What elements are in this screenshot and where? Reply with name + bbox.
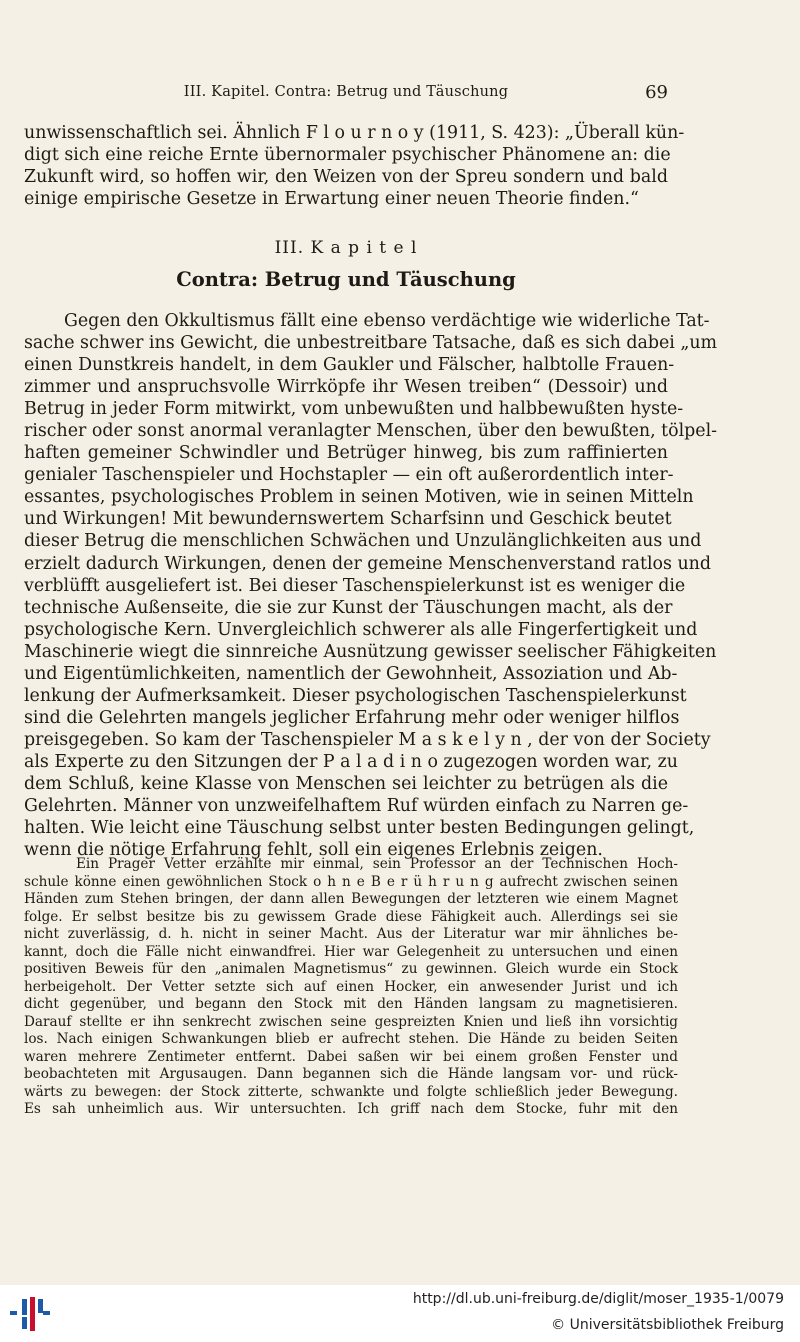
chapter-title: Contra: Betrug und Täuschung bbox=[176, 268, 516, 291]
text-line: erzielt dadurch Wirkungen, denen der gemeine Menschenverstand ratlos und bbox=[24, 553, 711, 574]
logo-bar-mid bbox=[30, 1297, 35, 1331]
small-text-line: folge. Er selbst besitze bis zu gewissem Grade diese Fähigkeit auch. Allerdings sei sie bbox=[24, 908, 678, 925]
text-line: sache schwer ins Gewicht, die unbestreitbare Tatsache, daß es sich dabei „um bbox=[24, 333, 718, 354]
logo-bar-left bbox=[10, 1311, 17, 1315]
text-line: essantes, psychologisches Problem in seinen Motiven, wie in seinen Mitteln bbox=[24, 487, 694, 508]
small-text-line: schule könne einen gewöhnlichen Stock o h n e B e r ü h r u n g aufrecht zwischen seinen bbox=[24, 873, 678, 890]
small-text-line: kannt, doch die Fälle nicht einwandfrei. Hier war Gelegenheit zu untersuchen und einen bbox=[24, 943, 678, 960]
text-line: zimmer und anspruchsvolle Wirrköpfe ihr Wesen treiben“ (Dessoir) und bbox=[24, 377, 668, 398]
text-line: unwissenschaftlich sei. Ähnlich F l o u r n o y (1911, S. 423): „Überall kün- bbox=[24, 123, 685, 143]
small-text-line: nicht zuverlässig, d. h. nicht in seiner Macht. Aus der Literatur war mir ähnliches be- bbox=[24, 926, 678, 942]
logo-bar-right-top bbox=[38, 1299, 43, 1313]
text-line: Betrug in jeder Form mitwirkt, vom unbewußten und halbbewußten hyste- bbox=[24, 399, 684, 420]
logo-bar-low bbox=[22, 1317, 27, 1329]
text-line: als Experte zu den Sitzungen der P a l a d i n o zugezogen worden war, zu bbox=[24, 751, 678, 772]
text-line: sind die Gelehrten mangels jeglicher Erfahrung mehr oder weniger hilflos bbox=[24, 707, 680, 728]
text-line: halten. Wie leicht eine Täuschung selbst unter besten Bedingungen gelingt, bbox=[24, 818, 695, 839]
text-line: lenkung der Aufmerksamkeit. Dieser psychologischen Taschenspielerkunst bbox=[24, 685, 687, 706]
text-line: wenn die nötige Erfahrung fehlt, soll ein eigenes Erlebnis zeigen. bbox=[24, 840, 603, 861]
text-line: dieser Betrug die menschlichen Schwächen und Unzulänglichkeiten aus und bbox=[24, 531, 702, 552]
document-link[interactable]: http://dl.ub.uni-freiburg.de/diglit/moser_1935-1/0079 bbox=[412, 1291, 784, 1307]
text-line: psychologische Kern. Unvergleichlich schwerer als alle Fingerfertigkeit und bbox=[24, 619, 698, 640]
chapter-number: III. K a p i t e l bbox=[274, 238, 418, 258]
small-text-line: los. Nach einigen Schwankungen blieb er aufrecht stehen. Die Hände zu beiden Seiten bbox=[24, 1031, 678, 1047]
small-text-line: herbeigeholt. Der Vetter setzte sich auf einen Hocker, ein anwesender Jurist und ich bbox=[24, 978, 678, 995]
text-line: digt sich eine reiche Ernte übernormaler psychischer Phänomene an: die bbox=[24, 145, 671, 166]
text-line: haften gemeiner Schwindler und Betrüger hinweg, bis zum raffinierten bbox=[24, 443, 668, 464]
text-line: und Wirkungen! Mit bewundernswertem Scharfsinn und Geschick beutet bbox=[24, 509, 672, 530]
text-line: einen Dunstkreis handelt, in dem Gaukler und Fälscher, halbtolle Frauen- bbox=[24, 355, 675, 376]
text-line: technische Außenseite, die sie zur Kunst der Täuschungen macht, als der bbox=[24, 597, 673, 618]
text-line: Gelehrten. Männer von unzweifelhaftem Ruf würden einfach zu Narren ge- bbox=[24, 796, 689, 817]
small-text-line: wärts zu bewegen: der Stock zitterte, schwankte und folgte schließlich jeder Bewegung. bbox=[24, 1083, 678, 1100]
small-text-line: Ein Prager Vetter erzählte mir einmal, sein Professor an der Technischen Hoch- bbox=[76, 856, 678, 872]
text-line: verblüfft ausgeliefert ist. Bei dieser Taschenspielerkunst ist es weniger die bbox=[24, 575, 686, 596]
library-footer bbox=[0, 1285, 800, 1342]
text-line: Gegen den Okkultismus fällt eine ebenso verdächtige wie widerliche Tat- bbox=[64, 311, 710, 331]
small-text-line: beobachteten mit Argusaugen. Dann begannen sich die Hände langsam vor- und rück- bbox=[24, 1066, 678, 1082]
small-text-line: Es sah unheimlich aus. Wir untersuchten. Ich griff nach dem Stocke, fuhr mit den bbox=[24, 1101, 678, 1117]
small-text-line: Darauf stellte er ihn senkrecht zwischen seine gespreizten Knien und ließ ihn vorsichtig bbox=[24, 1013, 678, 1030]
anecdote-paragraph bbox=[24, 856, 678, 1119]
text-line: und Eigentümlichkeiten, namentlich der Gewohnheit, Assoziation und Ab- bbox=[24, 663, 678, 684]
small-text-line: dicht gegenüber, und begann den Stock mit den Händen langsam zu magnetisieren. bbox=[24, 996, 678, 1012]
logo-bar-right bbox=[43, 1311, 50, 1315]
text-line: genialer Taschenspieler und Hochstapler — ein oft außerordentlich inter- bbox=[24, 465, 674, 486]
text-line: preisgegeben. So kam der Taschenspieler M a s k e l y n , der von der Society bbox=[24, 729, 711, 750]
main-paragraph bbox=[24, 310, 718, 861]
small-text-line: waren mehrere Zentimeter entfernt. Dabei saßen wir bei einem großen Fenster und bbox=[24, 1048, 678, 1065]
small-text-line: positiven Beweis für den „animalen Magnetismus“ zu gewinnen. Gleich wurde ein Stock bbox=[24, 961, 678, 977]
copyright-text: © Universitätsbibliothek Freiburg bbox=[551, 1317, 784, 1333]
text-line: dem Schluß, keine Klasse von Menschen sei leichter zu betrügen als die bbox=[24, 773, 668, 794]
library-logo-icon bbox=[8, 1295, 52, 1333]
text-line: einige empirische Gesetze in Erwartung einer neuen Theorie finden.“ bbox=[24, 189, 639, 210]
intro-paragraph bbox=[24, 122, 685, 210]
text-line: Zukunft wird, so hoffen wir, den Weizen von der Spreu sondern und bald bbox=[24, 167, 668, 188]
running-title: III. Kapitel. Contra: Betrug und Täuschung bbox=[183, 84, 509, 100]
logo-bar-mid-top bbox=[22, 1299, 27, 1315]
text-line: Maschinerie wiegt die sinnreiche Ausnützung gewisser seelischer Fähigkeiten bbox=[24, 641, 717, 662]
small-text-line: Händen zum Stehen bringen, der dann allen Bewegungen der letzteren wie einem Magnet bbox=[24, 891, 678, 907]
text-line: rischer oder sonst anormal veranlagter Menschen, über den bewußten, tölpel- bbox=[24, 421, 718, 442]
running-header bbox=[24, 84, 668, 108]
page-number: 69 bbox=[645, 82, 668, 103]
